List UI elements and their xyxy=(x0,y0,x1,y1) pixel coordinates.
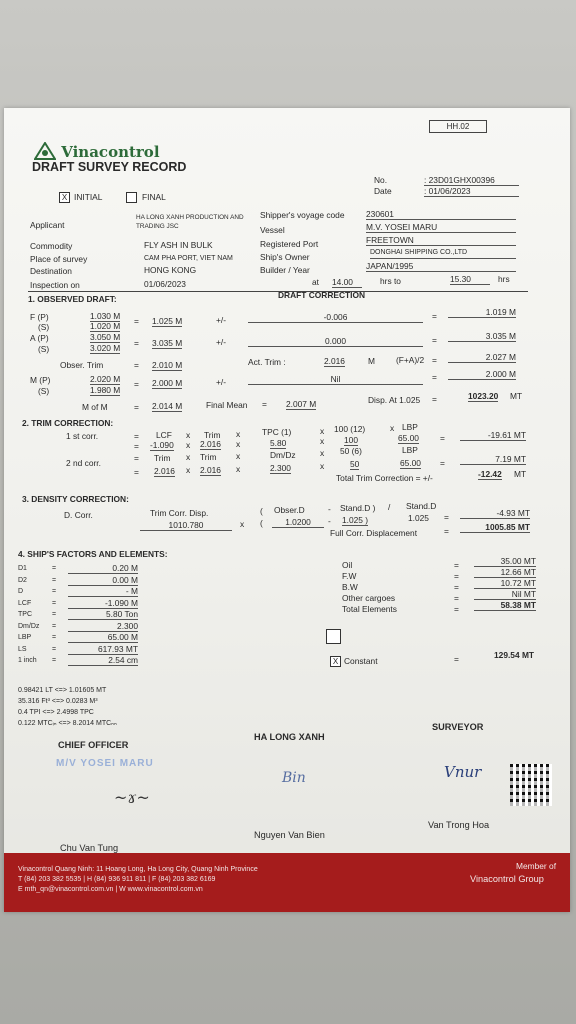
trim-label-3: Trim xyxy=(200,452,217,462)
factor-equals: = xyxy=(52,565,57,572)
a-mean: 3.035 M xyxy=(152,338,183,348)
brand-name: Vinacontrol xyxy=(61,143,160,161)
trim-value-1: 2.016 xyxy=(200,439,221,449)
vessel-label: Vessel xyxy=(260,225,285,235)
mofm-value: 2.014 M xyxy=(152,401,183,411)
conversion-2: 35.316 Ft³ <=> 0.0283 M³ xyxy=(18,698,98,705)
at-value: 14.00 xyxy=(332,277,362,288)
first-corr-result: -19.61 MT xyxy=(460,430,526,441)
ha-long-xanh-name: Nguyen Van Bien xyxy=(254,830,325,840)
obser-d-label: Obser.D xyxy=(274,505,305,515)
owner-value: DONGHAI SHIPPING CO.,LTD xyxy=(370,248,516,259)
factor-value: 65.00 M xyxy=(68,632,138,643)
m-mean: 2.000 M xyxy=(152,378,183,388)
element-equals: = xyxy=(454,571,459,581)
frac-d: 50 xyxy=(350,459,360,469)
footer-member: Member of xyxy=(516,861,557,871)
lbp1-value: 65.00 xyxy=(398,433,419,443)
commodity-label: Commodity xyxy=(30,241,73,251)
conversion-3: 0.4 TPI <=> 2.4998 TPC xyxy=(18,709,94,716)
density-corr-result: -4.93 MT xyxy=(460,508,530,519)
no-value: : 23D01GHX00396 xyxy=(424,175,519,186)
vessel-value: M.V. YOSEI MARU xyxy=(366,222,516,233)
no-label: No. xyxy=(374,175,388,185)
fs-label: (S) xyxy=(38,322,50,332)
surveyor-signature: Vnur xyxy=(444,763,482,781)
factor-equals: = xyxy=(52,657,57,664)
logo-icon xyxy=(34,142,56,160)
stand-d1-label: Stand.D ) xyxy=(340,503,376,513)
draft-correction-heading: DRAFT CORRECTION xyxy=(278,290,366,300)
factor-key: LBP xyxy=(18,634,32,641)
x-11: x xyxy=(236,464,241,474)
element-value: 10.72 MT xyxy=(474,578,536,589)
element-key: B.W xyxy=(342,582,358,592)
blank-checkbox[interactable] xyxy=(326,629,341,644)
factor-equals: = xyxy=(52,645,57,653)
dmdz-value: 2.300 xyxy=(270,463,291,473)
at-label: at xyxy=(312,277,319,287)
trim-disp-value: 1010.780 xyxy=(140,520,232,531)
final-checkbox[interactable] xyxy=(126,192,137,203)
initial-checkbox[interactable]: X xyxy=(59,192,70,203)
hlx-signature: Bin xyxy=(282,770,306,786)
as-value: 3.020 M xyxy=(90,343,121,353)
frac-b: 100 xyxy=(344,435,358,445)
trim-disp-label: Trim Corr. Disp. xyxy=(150,508,209,518)
act-trim-unit: M xyxy=(368,356,375,366)
lbp2-value: 65.00 xyxy=(400,458,421,468)
full-corr-value: 1005.85 MT xyxy=(460,522,530,533)
trim-value-3: 2.016 xyxy=(200,465,221,475)
voyage-value: 230601 xyxy=(366,209,516,220)
element-key: Total Elements xyxy=(342,604,397,614)
constant-checkbox[interactable]: X xyxy=(330,656,341,667)
second-corr-result: 7.19 MT xyxy=(460,454,526,465)
final-mean-label: Final Mean xyxy=(206,400,248,410)
destination-label: Destination xyxy=(30,266,72,276)
element-equals: = xyxy=(454,560,459,570)
element-key: Other cargoes xyxy=(342,593,396,603)
factor-equals: = xyxy=(52,634,57,641)
footer-bar xyxy=(4,853,570,912)
stand-d2-value: 1.025 xyxy=(408,513,429,523)
initial-label: INITIAL xyxy=(74,192,103,202)
stand-d1-value: 1.025 ) xyxy=(342,515,369,525)
trim-label-2: Trim xyxy=(154,453,171,463)
as-label: (S) xyxy=(38,344,50,354)
factor-value: 0.00 M xyxy=(68,575,138,586)
factor-equals: = xyxy=(52,576,57,584)
x-12: x xyxy=(320,461,325,471)
builder-label: Builder / Year xyxy=(260,265,310,275)
element-value: Nil MT xyxy=(474,589,536,600)
constant-value: 129.54 MT xyxy=(494,650,535,660)
footer-address: Vinacontrol Quang Ninh: 11 Hoang Long, Ha Long City, Quang Ninh Province xyxy=(18,866,258,873)
hrs-to-label: hrs to xyxy=(380,276,401,286)
stand-d2-label: Stand.D xyxy=(406,501,437,511)
obser-d-value: 1.0200 xyxy=(272,517,324,528)
tpc-value: 5.80 xyxy=(270,438,287,448)
factor-equals: = xyxy=(52,611,57,618)
plusminus-f: +/- xyxy=(216,315,227,325)
factor-key: LS xyxy=(18,645,27,653)
act-trim-label: Act. Trim : xyxy=(248,357,286,367)
vinacontrol-logo xyxy=(34,142,160,161)
a-result: 3.035 M xyxy=(448,331,516,342)
fp-label: F (P) xyxy=(30,312,49,322)
factor-equals: = xyxy=(52,588,57,595)
ms-value: 1.980 M xyxy=(90,385,121,395)
place-value: CAM PHA PORT, VIET NAM xyxy=(144,255,233,262)
final-label: FINAL xyxy=(142,192,166,202)
tpc1-label: TPC (1) xyxy=(262,427,292,437)
ap-label: A (P) xyxy=(30,333,49,343)
factor-value: 2.54 cm xyxy=(68,655,138,666)
factor-key: LCF xyxy=(18,599,32,607)
obser-trim-value: 2.010 M xyxy=(152,360,183,370)
mp-value: 2.020 M xyxy=(90,374,121,384)
element-key: Oil xyxy=(342,560,353,570)
element-value: 58.38 MT xyxy=(474,600,536,611)
trim-label-1: Trim xyxy=(204,430,221,440)
hrs-label: hrs xyxy=(498,274,510,284)
date-label: Date xyxy=(374,186,392,196)
lbp1-label: LBP xyxy=(402,422,418,432)
ap-value: 3.050 M xyxy=(90,332,121,342)
section-4-heading: 4. SHIP'S FACTORS AND ELEMENTS: xyxy=(18,549,168,559)
element-equals: = xyxy=(454,593,459,603)
x-5: x xyxy=(236,439,241,449)
section-1-heading: 1. OBSERVED DRAFT: xyxy=(28,294,117,304)
plusminus-a: +/- xyxy=(216,337,227,347)
port-label: Registered Port xyxy=(260,239,319,249)
fp-value: 1.030 M xyxy=(90,311,121,321)
date-value: : 01/06/2023 xyxy=(424,186,519,197)
x-10: x xyxy=(186,465,191,475)
total-trim-value: -12.42 xyxy=(478,469,502,479)
voyage-label: Shipper's voyage code xyxy=(260,210,345,220)
footer-phone: T (84) 203 382 5535 | H (84) 936 911 811 | F (84) 203 382 6169 xyxy=(18,876,216,883)
factor-value: 5.80 Ton xyxy=(68,609,138,620)
factor-value: - M xyxy=(68,586,138,597)
section-3-heading: 3. DENSITY CORRECTION: xyxy=(22,494,129,504)
act-trim-value: 2.016 xyxy=(324,356,345,366)
footer-group: Vinacontrol Group xyxy=(470,874,544,884)
owner-label: Ship's Owner xyxy=(260,252,310,262)
place-label: Place of survey xyxy=(30,254,88,264)
x-9: x xyxy=(320,448,325,458)
total-trim-label: Total Trim Correction = +/- xyxy=(336,473,433,483)
final-mean-value: 2.007 M xyxy=(286,399,317,409)
conversion-1: 0.98421 LT <=> 1.01605 MT xyxy=(18,687,107,694)
element-value: 12.66 MT xyxy=(474,567,536,578)
surveyor-name: Van Trong Hoa xyxy=(428,820,490,830)
element-key: F.W xyxy=(342,571,357,581)
frac-a: 100 (12) xyxy=(334,424,366,434)
f-mean: 1.025 M xyxy=(152,316,183,326)
x-6: x xyxy=(320,436,325,446)
element-equals: = xyxy=(454,582,459,592)
chief-signature: ~ɤ~ xyxy=(114,788,150,807)
first-corr-label: 1 st corr. xyxy=(66,431,99,441)
element-equals: = xyxy=(454,604,459,614)
builder-value: JAPAN/1995 xyxy=(366,261,516,272)
x-1: x xyxy=(186,430,191,440)
x-2: x xyxy=(236,429,241,439)
f-correction: -0.006 xyxy=(248,312,423,323)
vessel-stamp: M/V YOSEI MARU xyxy=(56,758,154,769)
full-corr-label: Full Corr. Displacement xyxy=(330,528,418,538)
trim-value-2: 2.016 xyxy=(154,466,175,476)
factor-value: 617.93 MT xyxy=(68,644,138,655)
survey-sheet: HH.02 Vinacontrol DRAFT SURVEY RECORD X INITIAL FINAL No. : 23D01GHX00396 Date : 01/06/2023 Applicant HA LONG XANH PRODUCTION AND TRADING JSC Commodity FLY ASH IN BULK Place of survey CAM PHA PORT, VIET NAM Destination HONG KONG Inspection on 01/06/2023 Shipper's voyage code 230601 Vessel M.V. YOSEI MARU Registered Port FREETOWN Ship's Owner DONGHAI SHIPPING CO.,LTD Builder / Year JAPAN/1995 at 14.00 hrs to 15.30 hrs 1. OBSERVED DRAFT: DRAFT CORRECTION F (P) (S) A (P) (S) 1.030 M 1.020 M 3.050 M 3.020 M = = 1.025 M 3.035 M +/- +/- -0.006 0.000 = = 1.019 M 3.035 M Obser. Trim = 2.010 M Act. Trim : 2.016 M (F+A)/2 = 2.027 M M (P) (S) 2.020 M 1.980 M = 2.000 M +/- Nil = 2.000 M M of M = 2.014 M Final Mean = 2.007 M Disp. At 1.025 = 1023.20 MT 2. TRIM CORRECTION: 1 st corr. = LCF x Trim x TPC (1) x 100 (12) x LBP = -1.090 x 2.016 x 5.80 x 100 65.00 = -19.61 MT 2 nd corr. = Trim x Trim x Dm/Dz x 50 (6) LBP = 2.016 x 2.016 x 2.300 x 50 65.00 = 7.19 MT Total Trim Correction = +/- -12.42 MT 3. DENSITY CORRECTION: D. Corr. Trim Corr. Disp. 1010.780 x ( ( Obser.D 1.0200 - - Stand.D ) 1.025 ) / Stand.D 1.025 = -4.93 MT Full Corr. Displacement = 1005.85 MT 4. SHIP'S FACTORS AND ELEMENTS: D1 = 0.20 M D2 = 0.00 M D = - M LCF = -1.090 M TPC = 5.80 Ton Dm/Dz = 2.300 LBP = 65.00 M LS = 617.93 MT 1 inch = 2.54 cm 0.98421 LT <=> 1.01605 MT 35.316 Ft³ <=> 0.0283 M³ 0.4 TPI <=> 2.4998 TPC 0.122 MTCᵢₙ <=> 8.2014 MTCₙₙ Oil = 35.00 MT F.W = 12.66 MT B.W = 10.72 MT Other cargoes = Nil MT Total Elements = 58.38 MT X Constant = 129.54 MT CHIEF OFFICER M/V YOSEI MARU ~ɤ~ Chu Van Tung HA LONG XANH Bin Nguyen Van Bien SURVEYOR Vnur Van Trong Hoa Vinacontrol Quang Ninh: 11 Hoang Long, Ha Long City, Quang Ninh Province T (84) 203 382 5535 | H (84) 936 911 811 | F (84) 203 382 6169 E mth_qn@vinacontrol.com.vn | W www.vinacontrol.com.vn Member of Vinacontrol Group xyxy=(4,108,570,912)
m-correction: Nil xyxy=(248,374,423,385)
fs-value: 1.020 M xyxy=(90,321,121,331)
plusminus-m: +/- xyxy=(216,377,227,387)
factor-key: D1 xyxy=(18,565,27,572)
applicant-value: HA LONG XANH PRODUCTION AND TRADING JSC xyxy=(136,214,244,230)
factor-equals: = xyxy=(52,622,57,630)
a-correction: 0.000 xyxy=(248,336,423,347)
m-result: 2.000 M xyxy=(448,369,516,380)
inspection-label: Inspection on xyxy=(30,280,80,290)
factor-key: Dm/Dz xyxy=(18,622,40,630)
doc-title: DRAFT SURVEY RECORD xyxy=(32,160,187,174)
doc-code: HH.02 xyxy=(429,120,487,133)
factor-key: TPC xyxy=(18,611,32,618)
lcf-label: LCF xyxy=(156,430,172,440)
section-2-heading: 2. TRIM CORRECTION: xyxy=(22,418,114,428)
ms-label: (S) xyxy=(38,386,50,396)
factor-value: -1.090 M xyxy=(68,598,138,609)
obser-trim-label: Obser. Trim xyxy=(60,360,104,370)
fa2-value: 2.027 M xyxy=(448,352,516,363)
disp-label: Disp. At 1.025 xyxy=(368,395,421,405)
f-result: 1.019 M xyxy=(448,307,516,318)
port-value: FREETOWN xyxy=(366,235,516,246)
mp-label: M (P) xyxy=(30,375,51,385)
x-4: x xyxy=(186,440,191,450)
fa2-label: (F+A)/2 xyxy=(396,355,425,365)
chief-officer-label: CHIEF OFFICER xyxy=(58,740,129,750)
factor-key: 1 inch xyxy=(18,657,37,664)
x-8: x xyxy=(236,451,241,461)
factor-value: 2.300 xyxy=(68,621,138,632)
x-3: x xyxy=(320,426,325,436)
factor-equals: = xyxy=(52,599,57,607)
factor-value: 0.20 M xyxy=(68,563,138,574)
constant-label: Constant xyxy=(344,656,378,666)
dmdz-label: Dm/Dz xyxy=(270,450,296,460)
second-corr-label: 2 nd corr. xyxy=(66,458,101,468)
slash-1: x xyxy=(390,423,395,433)
factor-key: D2 xyxy=(18,576,27,584)
ha-long-xanh-label: HA LONG XANH xyxy=(254,732,325,742)
surveyor-label: SURVEYOR xyxy=(432,722,484,732)
footer-contact: E mth_qn@vinacontrol.com.vn | W www.vinacontrol.com.vn xyxy=(18,886,203,893)
chief-officer-name: Chu Van Tung xyxy=(60,843,119,853)
lcf-value: -1.090 xyxy=(150,440,174,450)
disp-value: 1023.20 xyxy=(468,391,499,401)
dcorr-label: D. Corr. xyxy=(64,510,93,520)
inspection-value: 01/06/2023 xyxy=(144,279,186,289)
destination-value: HONG KONG xyxy=(144,265,197,275)
conversion-4: 0.122 MTCᵢₙ <=> 8.2014 MTCₙₙ xyxy=(18,720,117,727)
commodity-value: FLY ASH IN BULK xyxy=(144,240,213,250)
mofm-label: M of M xyxy=(82,402,108,412)
element-value: 35.00 MT xyxy=(474,556,536,567)
factor-key: D xyxy=(18,588,24,595)
frac-c: 50 (6) xyxy=(340,446,362,456)
applicant-label: Applicant xyxy=(30,220,65,230)
lbp2-label: LBP xyxy=(402,445,418,455)
x-7: x xyxy=(186,452,191,462)
total-trim-unit: MT xyxy=(514,469,527,479)
disp-unit: MT xyxy=(510,391,523,401)
qr-code-icon xyxy=(510,764,552,806)
to-value: 15.30 xyxy=(450,274,490,285)
